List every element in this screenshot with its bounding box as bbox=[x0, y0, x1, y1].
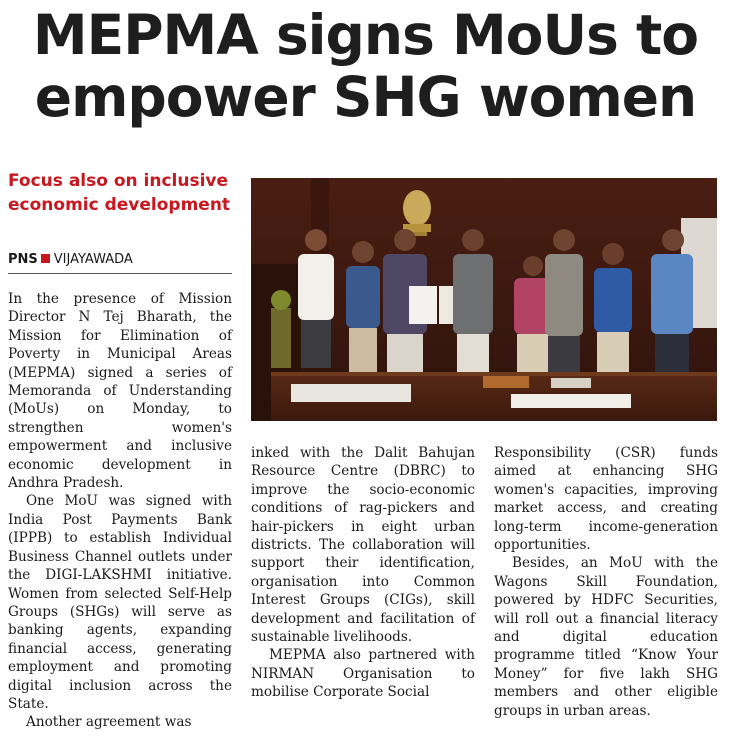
kicker-line-2: economic development bbox=[8, 195, 231, 215]
paragraph: MEPMA also partnered with NIRMAN Organisation to mobilise Corporate Social bbox=[251, 647, 475, 701]
byline-agency: PNS bbox=[8, 252, 38, 267]
paragraph: inked with the Dalit Bahujan Resource Centre (DBRC) to improve the socio-economic conditions of rag-pickers and hair-pickers in eight urban districts. The collaboration will support their identification, organisation into Common Interest Groups (CIGs), skill development and facilitation of sustainable livelihoods. bbox=[251, 445, 475, 646]
news-photo bbox=[251, 178, 717, 421]
paragraph: Besides, an MoU with the Wagons Skill Foundation, powered by HDFC Securities, will roll out a financial literacy and digital education programme titled “Know Your Money” for five lakh SHG members and other eligible groups in urban areas. bbox=[494, 555, 718, 719]
paragraph: One MoU was signed with India Post Payments Bank (IPPB) to establish Individual Business Channel outlets under the DIGI-LAKSHMI initiative. Women from selected Self-Help Groups (SHGs) will serve as banking agents, expanding financial access, generating employment and promoting digital inclusion across the State. bbox=[8, 493, 232, 712]
article-column-1 bbox=[8, 290, 232, 732]
article-column-2 bbox=[251, 444, 475, 702]
emblem-icon bbox=[403, 190, 431, 236]
paragraph: In the presence of Mission Director N Tej Bharath, the Mission for Elimination of Poverty in Municipal Areas (MEPMA) signed a series of Memoranda of Understanding (MoUs) on Monday, to strengthen women's empowerment and inclusive economic development in Andhra Pradesh. bbox=[8, 291, 232, 492]
paragraph: Responsibility (CSR) funds aimed at enhancing SHG women's capacities, improving market access, and creating long-term income-generation opportunities. bbox=[494, 445, 718, 554]
article-column-3 bbox=[494, 444, 718, 720]
headline-line-2: empower SHG women bbox=[34, 65, 697, 129]
byline-dateline: VIJAYAWADA bbox=[53, 252, 133, 267]
square-icon bbox=[41, 254, 50, 263]
paragraph: Another agreement was bbox=[26, 714, 192, 731]
byline bbox=[8, 252, 232, 274]
headline bbox=[0, 4, 731, 128]
kicker-line-1: Focus also on inclusive bbox=[8, 171, 229, 191]
kicker bbox=[8, 169, 238, 217]
headline-line-1: MEPMA signs MoUs to bbox=[32, 3, 699, 67]
